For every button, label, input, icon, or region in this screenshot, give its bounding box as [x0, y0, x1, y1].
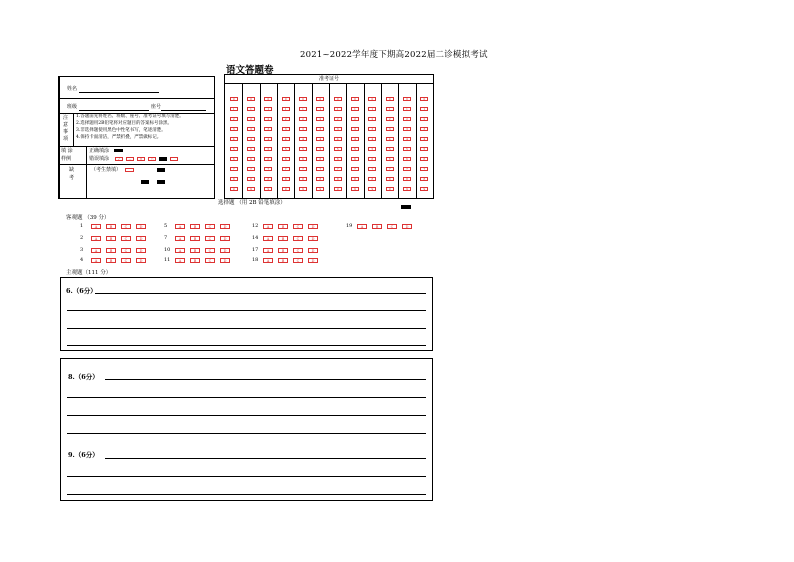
exam-number-bubble[interactable]: 8 — [282, 177, 290, 181]
question-number: 10 — [164, 247, 171, 253]
answer-line[interactable] — [67, 345, 426, 346]
exam-number-bubble[interactable]: 6 — [264, 157, 272, 161]
choice-bubble[interactable]: B — [190, 258, 200, 263]
grid-column-divider — [277, 83, 278, 198]
exam-number-bubble[interactable]: 8 — [368, 177, 376, 181]
grid-column-divider — [242, 83, 243, 198]
exam-number-bubble[interactable]: 0 — [386, 97, 394, 101]
exam-number-bubble[interactable]: 7 — [351, 167, 359, 171]
choice-bubble[interactable]: D — [308, 258, 318, 263]
exam-number-bubble[interactable]: 0 — [264, 97, 272, 101]
choice-bubble[interactable]: A — [263, 248, 273, 253]
wrong-fill-empty — [170, 157, 178, 161]
exam-number-bubble[interactable]: 3 — [247, 127, 255, 131]
exam-number-bubble[interactable]: 6 — [368, 157, 376, 161]
exam-number-bubble[interactable]: 2 — [282, 117, 290, 121]
exam-number-bubble[interactable]: 3 — [403, 127, 411, 131]
wrong-fill-cross: ✕ — [137, 157, 145, 161]
notice-line: 3.非选择题使用黑色中性笔书写，笔迹清楚。 — [76, 128, 166, 133]
choice-bubble[interactable]: A — [175, 258, 185, 263]
exam-number-bubble[interactable]: 0 — [368, 97, 376, 101]
answer-line[interactable] — [67, 433, 426, 434]
choice-bubble[interactable]: D — [402, 224, 412, 229]
exam-number-bubble[interactable]: 1 — [316, 107, 324, 111]
exam-number-bubble[interactable]: 1 — [247, 107, 255, 111]
exam-number-bubble[interactable]: 8 — [351, 177, 359, 181]
exam-number-bubble[interactable]: 2 — [351, 117, 359, 121]
choice-bubble[interactable]: C — [121, 236, 131, 241]
exam-number-bubble[interactable]: 9 — [247, 187, 255, 191]
exam-number-bubble[interactable]: 7 — [282, 167, 290, 171]
question-number: 12 — [252, 223, 259, 229]
exam-number-bubble[interactable]: 6 — [403, 157, 411, 161]
notice-label-4: 项 — [63, 136, 69, 142]
grid-column-divider — [329, 83, 330, 198]
exam-number-bubble[interactable]: 8 — [230, 177, 238, 181]
exam-number-bubble[interactable]: 2 — [334, 117, 342, 121]
choice-bubble[interactable]: A — [91, 258, 101, 263]
timing-mark — [157, 168, 165, 172]
exam-number-bubble[interactable]: 5 — [299, 147, 307, 151]
exam-number-bubble[interactable]: 8 — [420, 177, 428, 181]
choice-bubble[interactable]: B — [278, 236, 288, 241]
choice-bubble[interactable]: D — [308, 248, 318, 253]
exam-number-bubble[interactable]: 6 — [299, 157, 307, 161]
exam-number-bubble[interactable]: 4 — [368, 137, 376, 141]
choice-bubble[interactable]: B — [106, 236, 116, 241]
exam-number-bubble[interactable]: 0 — [420, 97, 428, 101]
question-number: 18 — [252, 257, 259, 263]
exam-number-bubble[interactable]: 6 — [420, 157, 428, 161]
exam-number-bubble[interactable]: 8 — [247, 177, 255, 181]
exam-number-bubble[interactable]: 9 — [264, 187, 272, 191]
notice-label-3: 事 — [63, 129, 69, 135]
wrong-fill-circle: ○ — [148, 157, 156, 161]
choice-bubble[interactable]: B — [278, 258, 288, 263]
choice-bubble[interactable]: B — [190, 248, 200, 253]
exam-number-bubble[interactable]: 1 — [386, 107, 394, 111]
exam-number-bubble[interactable]: 4 — [264, 137, 272, 141]
exam-number-bubble[interactable]: 9 — [299, 187, 307, 191]
wrong-fill-partial — [159, 157, 167, 161]
exam-number-grid — [224, 74, 434, 199]
exam-title: 2021~2022学年度下期高2022届二诊模拟考试 — [300, 50, 488, 60]
answer-line[interactable] — [67, 415, 426, 416]
exam-number-bubble[interactable]: 0 — [247, 97, 255, 101]
exam-number-bubble[interactable]: 2 — [264, 117, 272, 121]
exam-number-bubble[interactable]: 9 — [230, 187, 238, 191]
fill-label-2: 样例 — [61, 156, 72, 162]
exam-number-bubble[interactable]: 5 — [420, 147, 428, 151]
choice-bubble[interactable]: A — [175, 248, 185, 253]
choice-bubble[interactable]: C — [293, 236, 303, 241]
exam-number-bubble[interactable]: 4 — [247, 137, 255, 141]
correct-fill-sample — [114, 149, 123, 152]
choice-bubble[interactable]: D — [220, 236, 230, 241]
exam-number-bubble[interactable]: 8 — [386, 177, 394, 181]
class-field[interactable] — [79, 110, 149, 111]
question-number: 3 — [80, 247, 84, 253]
absent-bubble[interactable] — [125, 168, 134, 172]
sheet-subtitle: 语文答题卷 — [226, 65, 274, 76]
choice-bubble[interactable]: D — [308, 236, 318, 241]
answer-line[interactable] — [67, 476, 426, 477]
exam-number-bubble[interactable]: 5 — [403, 147, 411, 151]
exam-number-bubble[interactable]: 2 — [230, 117, 238, 121]
exam-number-bubble[interactable]: 9 — [316, 187, 324, 191]
timing-mark — [157, 180, 165, 184]
objective-section-label: 客观题 （39 分） — [66, 215, 110, 221]
exam-number-bubble[interactable]: 6 — [230, 157, 238, 161]
exam-number-header: 准考证号 — [225, 75, 433, 84]
grid-column-divider — [294, 83, 295, 198]
exam-number-bubble[interactable]: 0 — [299, 97, 307, 101]
exam-number-bubble[interactable]: 6 — [351, 157, 359, 161]
exam-number-bubble[interactable]: 7 — [420, 167, 428, 171]
exam-number-bubble[interactable]: 9 — [351, 187, 359, 191]
exam-number-bubble[interactable]: 2 — [299, 117, 307, 121]
choice-bubble[interactable]: D — [136, 258, 146, 263]
question-number: 19 — [346, 223, 353, 229]
choice-bubble[interactable]: D — [220, 248, 230, 253]
choice-bubble[interactable]: C — [121, 224, 131, 229]
divider — [59, 146, 214, 147]
timing-mark — [401, 205, 411, 209]
choice-bubble[interactable]: D — [136, 224, 146, 229]
absent-note: （考生禁填） — [91, 167, 122, 173]
choice-bubble[interactable]: C — [205, 248, 215, 253]
exam-number-bubble[interactable]: 3 — [264, 127, 272, 131]
fill-correct-label: 正确填涂 — [89, 148, 110, 154]
choice-bubble[interactable]: C — [293, 248, 303, 253]
answer-line[interactable] — [105, 458, 426, 459]
answer-box-q8-q9 — [60, 358, 433, 501]
grid-column-divider — [381, 83, 382, 198]
exam-number-bubble[interactable]: 9 — [368, 187, 376, 191]
exam-number-bubble[interactable]: 5 — [334, 147, 342, 151]
exam-number-bubble[interactable]: 0 — [282, 97, 290, 101]
exam-number-bubble[interactable]: 3 — [299, 127, 307, 131]
question-number: 4 — [80, 257, 84, 263]
wrong-fill-dash: — — [126, 157, 134, 161]
exam-number-bubble[interactable]: 5 — [316, 147, 324, 151]
choice-bubble[interactable]: D — [136, 236, 146, 241]
exam-number-bubble[interactable]: 2 — [420, 117, 428, 121]
grid-column-divider — [416, 83, 417, 198]
answer-line[interactable] — [67, 397, 426, 398]
choice-bubble[interactable]: C — [293, 224, 303, 229]
choice-bubble[interactable]: B — [372, 224, 382, 229]
exam-number-bubble[interactable]: 3 — [282, 127, 290, 131]
exam-number-bubble[interactable]: 0 — [230, 97, 238, 101]
exam-number-bubble[interactable]: 9 — [403, 187, 411, 191]
absent-label-1: 缺 — [69, 167, 75, 173]
choice-bubble[interactable]: B — [106, 224, 116, 229]
grid-column-divider — [346, 83, 347, 198]
exam-number-bubble[interactable]: 0 — [351, 97, 359, 101]
exam-number-bubble[interactable]: 4 — [230, 137, 238, 141]
exam-number-bubble[interactable]: 1 — [403, 107, 411, 111]
exam-number-bubble[interactable]: 3 — [334, 127, 342, 131]
choice-bubble[interactable]: A — [263, 258, 273, 263]
exam-number-bubble[interactable]: 2 — [316, 117, 324, 121]
exam-number-bubble[interactable]: 7 — [368, 167, 376, 171]
exam-number-bubble[interactable]: 4 — [299, 137, 307, 141]
choice-bubble[interactable]: C — [121, 258, 131, 263]
exam-number-bubble[interactable]: 1 — [334, 107, 342, 111]
exam-number-bubble[interactable]: 2 — [247, 117, 255, 121]
seat-field[interactable] — [161, 110, 206, 111]
exam-number-bubble[interactable]: 3 — [368, 127, 376, 131]
exam-number-bubble[interactable]: 8 — [316, 177, 324, 181]
student-info-box — [58, 76, 215, 199]
exam-number-bubble[interactable]: 3 — [230, 127, 238, 131]
exam-number-bubble[interactable]: 8 — [264, 177, 272, 181]
exam-number-bubble[interactable]: 3 — [316, 127, 324, 131]
notice-label-1: 注 — [63, 115, 69, 121]
choice-bubble[interactable]: B — [106, 248, 116, 253]
exam-number-bubble[interactable]: 4 — [420, 137, 428, 141]
choice-bubble[interactable]: B — [106, 258, 116, 263]
exam-number-bubble[interactable]: 4 — [351, 137, 359, 141]
exam-number-bubble[interactable]: 8 — [334, 177, 342, 181]
exam-number-bubble[interactable]: 7 — [334, 167, 342, 171]
name-field[interactable] — [79, 92, 159, 93]
exam-number-bubble[interactable]: 1 — [368, 107, 376, 111]
grid-column-divider — [364, 83, 365, 198]
exam-number-bubble[interactable]: 7 — [247, 167, 255, 171]
exam-number-bubble[interactable]: 0 — [334, 97, 342, 101]
notice-line: 1.答题前先将姓名、班级、座号、准考证号填写清楚。 — [76, 114, 184, 119]
question-number: 7 — [164, 235, 168, 241]
question-label: 9.（6分） — [68, 451, 99, 459]
exam-number-bubble[interactable]: 9 — [282, 187, 290, 191]
choice-title: 选择题 （用 2B 铅笔填涂） — [218, 200, 286, 206]
notice-line: 4.保持卡面清洁，严禁折叠，严禁做标记。 — [76, 135, 162, 140]
choice-bubble[interactable]: A — [91, 236, 101, 241]
name-label: 姓名 — [67, 86, 78, 92]
exam-number-bubble[interactable]: 8 — [299, 177, 307, 181]
grid-column-divider — [260, 83, 261, 198]
answer-line[interactable] — [67, 328, 426, 329]
answer-line[interactable] — [95, 293, 426, 294]
choice-bubble[interactable]: B — [278, 224, 288, 229]
choice-bubble[interactable]: B — [190, 224, 200, 229]
choice-bubble[interactable]: C — [205, 236, 215, 241]
choice-bubble[interactable]: C — [205, 258, 215, 263]
exam-number-bubble[interactable]: 6 — [334, 157, 342, 161]
divider — [59, 164, 214, 165]
question-number: 11 — [164, 257, 171, 263]
choice-bubble[interactable]: A — [91, 224, 101, 229]
choice-bubble[interactable]: D — [220, 258, 230, 263]
exam-number-bubble[interactable]: 9 — [386, 187, 394, 191]
question-number: 2 — [80, 235, 84, 241]
question-number: 17 — [252, 247, 259, 253]
exam-number-bubble[interactable]: 6 — [282, 157, 290, 161]
exam-number-bubble[interactable]: 1 — [351, 107, 359, 111]
choice-bubble[interactable]: A — [175, 236, 185, 241]
subjective-section-label: 主观题（111 分） — [66, 270, 112, 276]
exam-number-bubble[interactable]: 7 — [403, 167, 411, 171]
exam-number-bubble[interactable]: 2 — [368, 117, 376, 121]
question-label: 8.（6分） — [68, 373, 99, 381]
class-label: 班级 — [67, 104, 78, 110]
answer-line[interactable] — [67, 494, 426, 495]
seat-label: 座号 — [151, 104, 162, 110]
exam-number-bubble[interactable]: 7 — [230, 167, 238, 171]
exam-number-bubble[interactable]: 1 — [282, 107, 290, 111]
choice-bubble[interactable]: C — [293, 258, 303, 263]
exam-number-bubble[interactable]: 3 — [351, 127, 359, 131]
exam-number-bubble[interactable]: 8 — [403, 177, 411, 181]
exam-number-bubble[interactable]: 4 — [316, 137, 324, 141]
exam-number-bubble[interactable]: 4 — [403, 137, 411, 141]
exam-number-bubble[interactable]: 1 — [264, 107, 272, 111]
choice-bubble[interactable]: D — [220, 224, 230, 229]
exam-number-bubble[interactable]: 2 — [403, 117, 411, 121]
fill-wrong-label: 错误填涂 — [89, 156, 110, 162]
exam-number-bubble[interactable]: 2 — [386, 117, 394, 121]
choice-bubble[interactable]: B — [190, 236, 200, 241]
exam-number-bubble[interactable]: 4 — [334, 137, 342, 141]
exam-number-bubble[interactable]: 6 — [386, 157, 394, 161]
exam-number-bubble[interactable]: 1 — [299, 107, 307, 111]
question-number: 1 — [80, 223, 84, 229]
divider — [59, 98, 214, 99]
exam-number-bubble[interactable]: 1 — [420, 107, 428, 111]
choice-bubble[interactable]: A — [91, 248, 101, 253]
exam-number-bubble[interactable]: 0 — [316, 97, 324, 101]
exam-number-bubble[interactable]: 7 — [316, 167, 324, 171]
exam-number-bubble[interactable]: 9 — [420, 187, 428, 191]
exam-number-bubble[interactable]: 3 — [386, 127, 394, 131]
exam-number-bubble[interactable]: 4 — [282, 137, 290, 141]
exam-number-bubble[interactable]: 3 — [420, 127, 428, 131]
exam-number-bubble[interactable]: 0 — [403, 97, 411, 101]
answer-box-q6 — [60, 277, 433, 351]
exam-number-bubble[interactable]: 7 — [299, 167, 307, 171]
timing-mark — [141, 180, 149, 184]
exam-number-bubble[interactable]: 5 — [230, 147, 238, 151]
exam-number-bubble[interactable]: 5 — [368, 147, 376, 151]
grid-column-divider — [312, 83, 313, 198]
exam-number-bubble[interactable]: 5 — [247, 147, 255, 151]
choice-bubble[interactable]: A — [263, 224, 273, 229]
notice-label-2: 意 — [63, 122, 69, 128]
exam-number-bubble[interactable]: 6 — [247, 157, 255, 161]
choice-bubble[interactable]: A — [357, 224, 367, 229]
grid-column-divider — [398, 83, 399, 198]
question-number: 14 — [252, 235, 259, 241]
exam-number-bubble[interactable]: 1 — [230, 107, 238, 111]
choice-bubble[interactable]: D — [308, 224, 318, 229]
wrong-fill-check: ✓ — [115, 157, 123, 161]
choice-bubble[interactable]: C — [387, 224, 397, 229]
exam-number-bubble[interactable]: 5 — [264, 147, 272, 151]
answer-line[interactable] — [67, 310, 426, 311]
choice-bubble[interactable]: C — [205, 224, 215, 229]
exam-number-bubble[interactable]: 5 — [386, 147, 394, 151]
choice-bubble[interactable]: C — [121, 248, 131, 253]
fill-label-1: 填 涂 — [61, 148, 73, 154]
question-label: 6.（6分） — [66, 287, 97, 295]
notice-line: 2.选择题用2B铅笔将对应题目的答案标号涂黑。 — [76, 121, 172, 126]
absent-label-2: 考 — [69, 175, 75, 181]
choice-bubble[interactable]: B — [278, 248, 288, 253]
exam-number-bubble[interactable]: 4 — [386, 137, 394, 141]
question-number: 5 — [164, 223, 168, 229]
exam-number-bubble[interactable]: 7 — [386, 167, 394, 171]
exam-number-bubble[interactable]: 5 — [282, 147, 290, 151]
choice-bubble[interactable]: A — [263, 236, 273, 241]
exam-number-bubble[interactable]: 5 — [351, 147, 359, 151]
answer-line[interactable] — [105, 379, 426, 380]
exam-number-bubble[interactable]: 9 — [334, 187, 342, 191]
choice-bubble[interactable]: A — [175, 224, 185, 229]
choice-bubble[interactable]: D — [136, 248, 146, 253]
exam-number-bubble[interactable]: 6 — [316, 157, 324, 161]
exam-number-bubble[interactable]: 7 — [264, 167, 272, 171]
